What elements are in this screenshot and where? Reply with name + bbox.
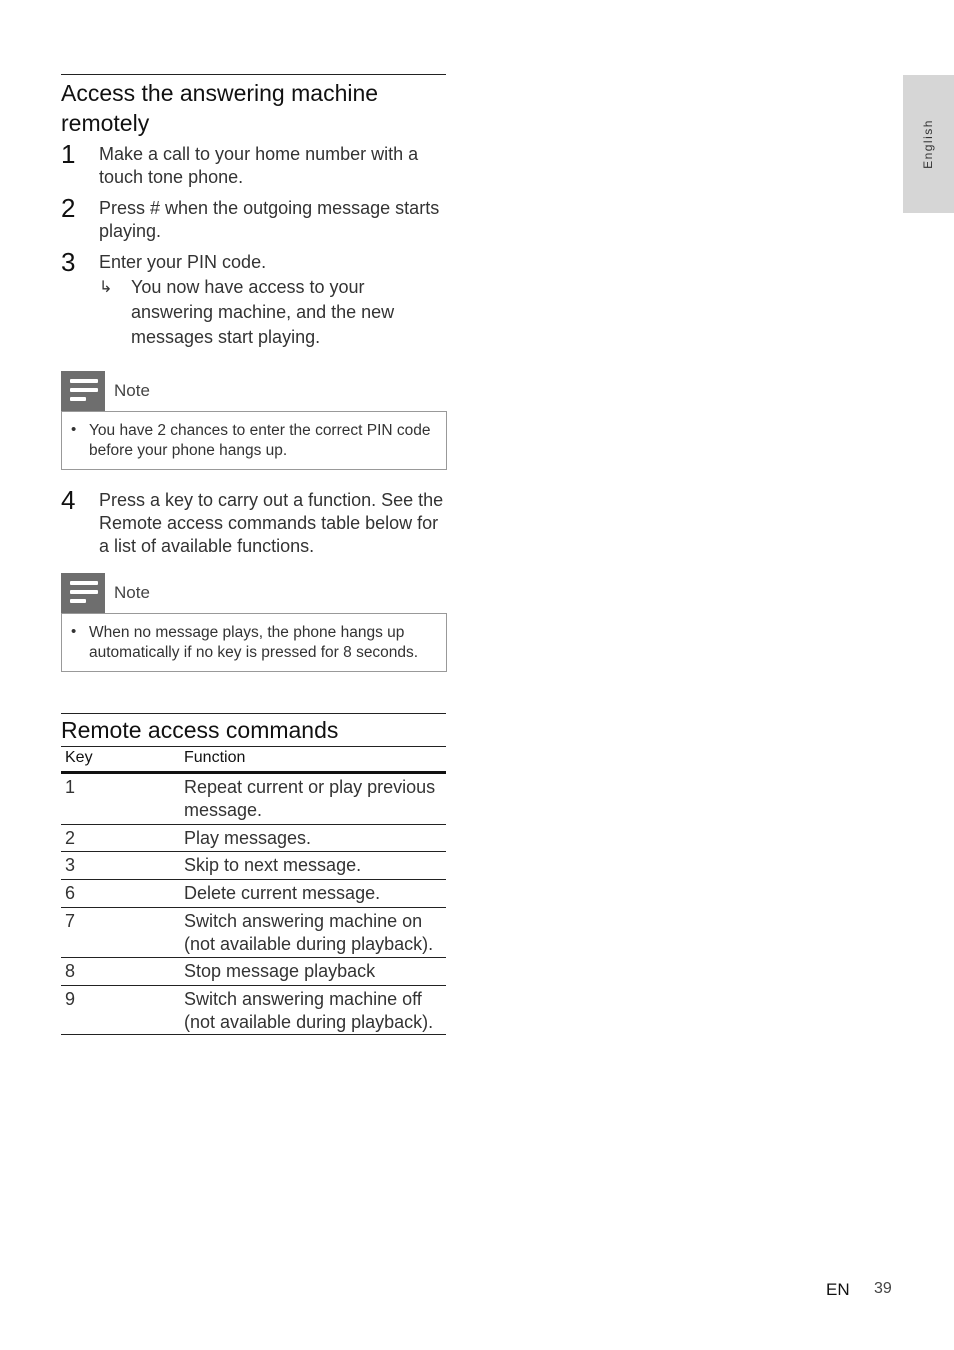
step-number: 3: [61, 247, 76, 277]
note-label: Note: [114, 381, 150, 400]
note-text: When no message plays, the phone hangs up automatically if no key is pressed for 8 seconds.: [89, 624, 419, 661]
result-text: You now have access to your answering machine, and the new messages start playing.: [131, 277, 395, 347]
note-label: Note: [114, 583, 150, 602]
table-row: [61, 774, 446, 825]
note-box: [61, 613, 447, 672]
table-header-key: Key: [65, 749, 93, 766]
table-row: [61, 958, 446, 986]
step-number: 1: [61, 139, 76, 169]
cell-key: 7: [65, 911, 76, 931]
cell-key: 1: [65, 777, 76, 797]
table-row: [61, 825, 446, 852]
cell-function: Skip to next message.: [184, 855, 362, 875]
step-number: 2: [61, 193, 76, 223]
cell-key: 6: [65, 883, 76, 903]
note-box: [61, 411, 447, 470]
cell-key: 8: [65, 961, 76, 981]
step-text: Press # when the outgoing message starts playing.: [99, 198, 440, 241]
cell-key: 2: [65, 828, 76, 848]
table-row: [61, 852, 446, 880]
note-text: You have 2 chances to enter the correct PIN code before your phone hangs up.: [89, 422, 431, 459]
table-row: [61, 880, 446, 908]
cell-function: Switch answering machine off (not available during playback).: [184, 989, 434, 1032]
result-arrow-icon: ↳: [99, 279, 113, 296]
cell-key: 9: [65, 989, 76, 1009]
language-tab: [903, 75, 954, 213]
section-title-line-2: remotely: [61, 110, 150, 136]
section-title: [61, 78, 446, 138]
page-number: 39: [874, 1280, 892, 1297]
step-number: 4: [61, 485, 76, 515]
cell-function: Play messages.: [184, 828, 312, 848]
table-title-rule: [61, 746, 446, 747]
cell-function: Switch answering machine on (not available during playback).: [184, 911, 434, 954]
note-header: [61, 371, 446, 411]
cell-function: Repeat current or play previous message.: [184, 777, 436, 820]
language-tab-label: English: [921, 119, 935, 169]
cell-function: Delete current message.: [184, 883, 381, 903]
table-row: [61, 986, 446, 1035]
step-text: Press a key to carry out a function. See the Remote access commands table below for a list of available functions.: [99, 490, 444, 556]
step-text: Make a call to your home number with a touch tone phone.: [99, 144, 419, 187]
note-header: [61, 573, 446, 613]
step-text: Enter your PIN code.: [99, 252, 267, 272]
table-header-function: Function: [184, 749, 246, 766]
cell-key: 3: [65, 855, 76, 875]
cell-function: Stop message playback: [184, 961, 376, 981]
section-divider: [61, 713, 446, 714]
table-title: Remote access commands: [61, 717, 339, 743]
note-icon: [61, 371, 105, 411]
section-title-line-1: Access the answering machine: [61, 80, 379, 106]
footer-language: EN: [826, 1280, 850, 1299]
note-icon: [61, 573, 105, 613]
table-row: [61, 908, 446, 958]
section-divider: [61, 74, 446, 75]
bullet: •: [71, 421, 77, 438]
bullet: •: [71, 623, 77, 640]
